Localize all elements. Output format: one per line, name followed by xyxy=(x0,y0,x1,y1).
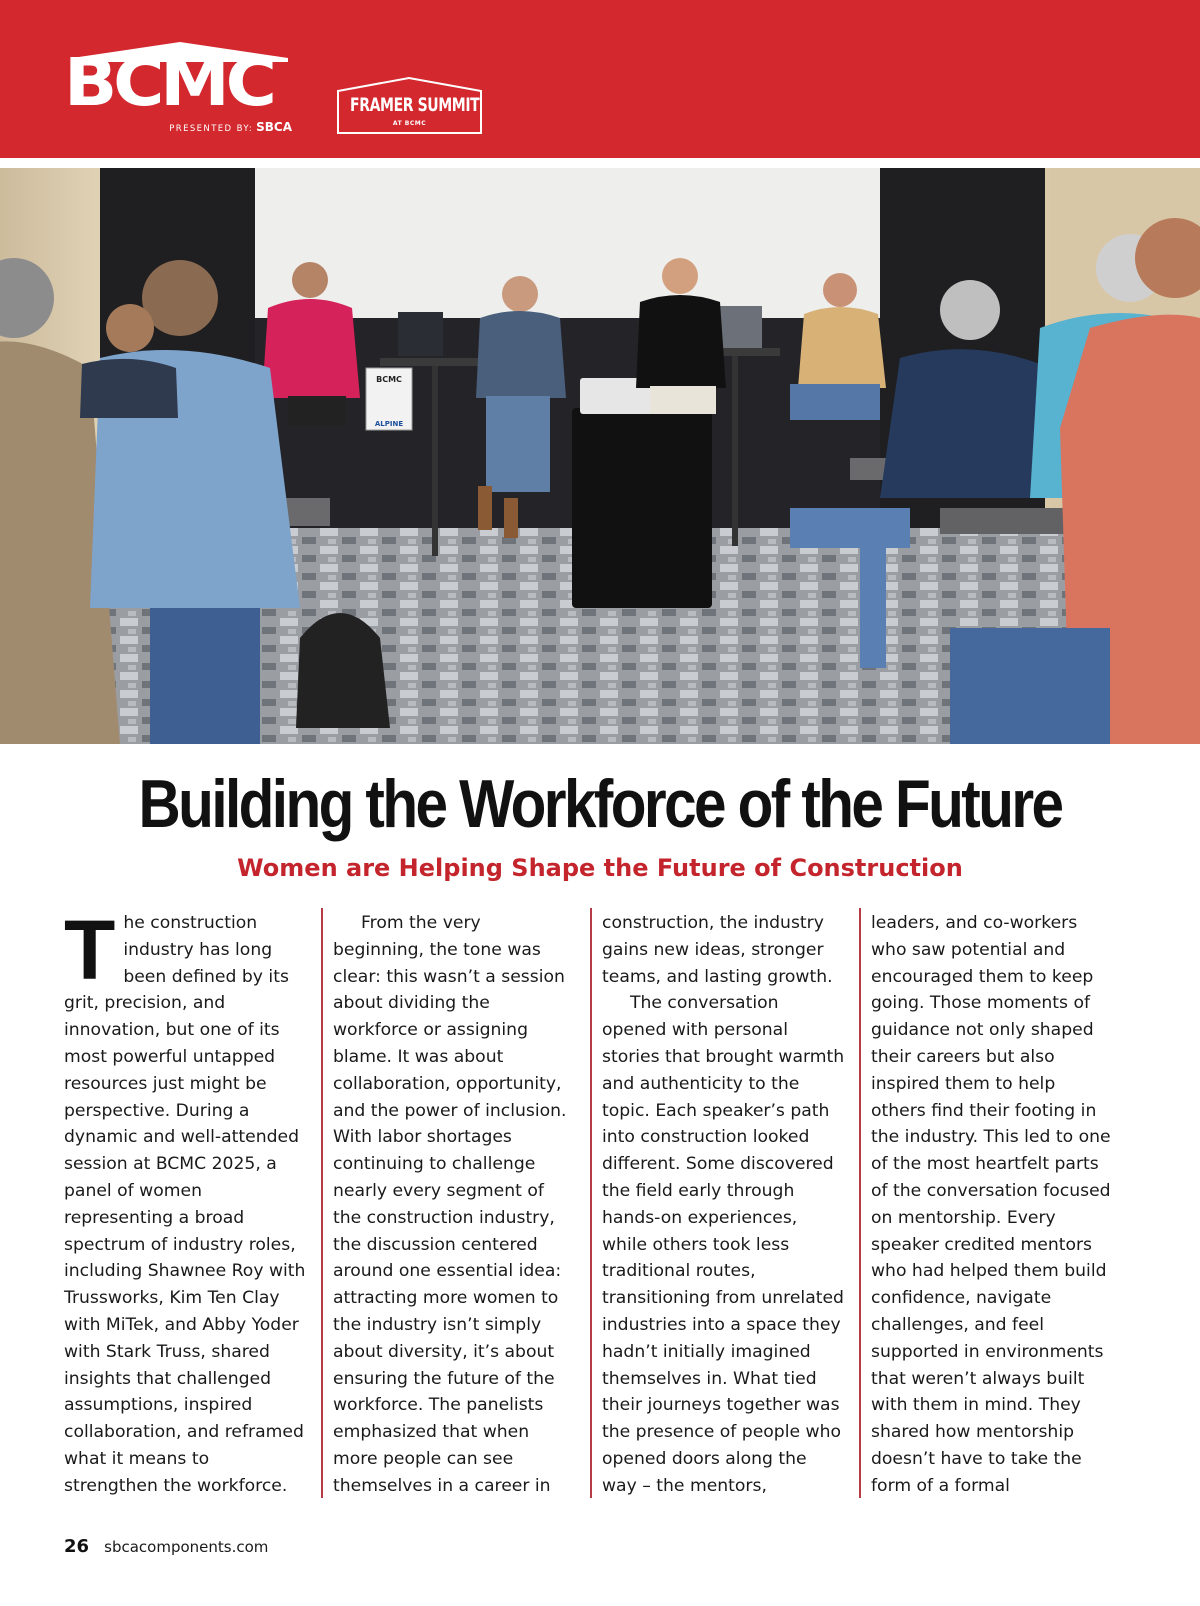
article-column-1 xyxy=(64,903,308,1500)
website-link[interactable]: sbcacomponents.com xyxy=(104,1538,269,1556)
column-text: From the very beginning, the tone was clear: this wasn’t a session about dividing the workforce or assigning blame. It was about collaboration, opportunity, and the power of inclusion. With labor shortages continuing to challenge nearly every segment of the construction industry, the discussion centered around one essential idea: attracting more women to the industry isn’t simply about diversity, it’s about ensuring the future of the workforce. The panelists emphasized that when more people can see themselves in a career in xyxy=(333,913,567,1496)
column-text: leaders, and co-workers who saw potential and encouraged them to keep going. Those moments of guidance not only shaped their careers but also inspired them to help others find their footing in the industry. This led to one of the most heartfelt parts of the conversation focused on mentorship. Every speaker credited mentors who had helped them build confidence, navigate challenges, and feel supported in environments that weren’t always built with them in mind. They shared how mentorship doesn’t have to take the form of a formal xyxy=(871,913,1111,1496)
article-column-2 xyxy=(333,910,577,1500)
sign-title: BCMC xyxy=(376,375,402,384)
article-headline: Building the Workforce of the Future xyxy=(138,766,1062,842)
column-divider xyxy=(321,908,323,1498)
framer-summit-title: FRAMER SUMMIT xyxy=(350,94,480,116)
panel-photo-illustration xyxy=(0,168,1200,744)
panel-photo xyxy=(0,168,1200,744)
article-subheadline: Women are Helping Shape the Future of Construction xyxy=(237,854,963,882)
bcmc-wordmark: BCMC xyxy=(64,44,273,121)
column-divider xyxy=(590,908,592,1498)
sign-sponsor: ALPINE xyxy=(374,420,404,428)
column-divider xyxy=(859,908,861,1498)
page-footer xyxy=(64,1536,268,1557)
drop-cap: T xyxy=(64,903,116,997)
column-text: he construction industry has long been defined by its grit, precision, and innovation, but one of its most powerful untapped resources just might be perspective. During a dynamic and well-attended session at BCMC 2025, a panel of women representing a broad spectrum of industry roles, including Shawnee Roy with Trussworks, Kim Ten Clay with MiTek, and Abby Yoder with Stark Truss, shared insights that challenged assumptions, inspired collaboration, and reframed what it means to strengthen the workforce. xyxy=(64,913,306,1496)
column-text: The conversation opened with personal stories that brought warmth and authenticity to the topic. Each speaker’s path into construction looked different. Some discovered the field early through hands-on experiences, while others took less traditional routes, transitioning from unrelated industries into a space they hadn’t initially imagined themselves in. What tied their journeys together was the presence of people who opened doors along the way – the mentors, xyxy=(602,993,845,1496)
page-number: 26 xyxy=(64,1536,90,1557)
presented-by: PRESENTED BY: SBCA xyxy=(169,120,292,134)
framer-summit-logo xyxy=(337,76,482,134)
header-band xyxy=(0,0,1200,158)
column-text: construction, the industry gains new ideas, stronger teams, and lasting growth. xyxy=(602,913,833,987)
article-column-4 xyxy=(871,910,1115,1500)
framer-summit-sub: AT BCMC xyxy=(392,120,427,127)
article-column-3 xyxy=(602,910,846,1500)
bcmc-logo xyxy=(64,40,296,140)
